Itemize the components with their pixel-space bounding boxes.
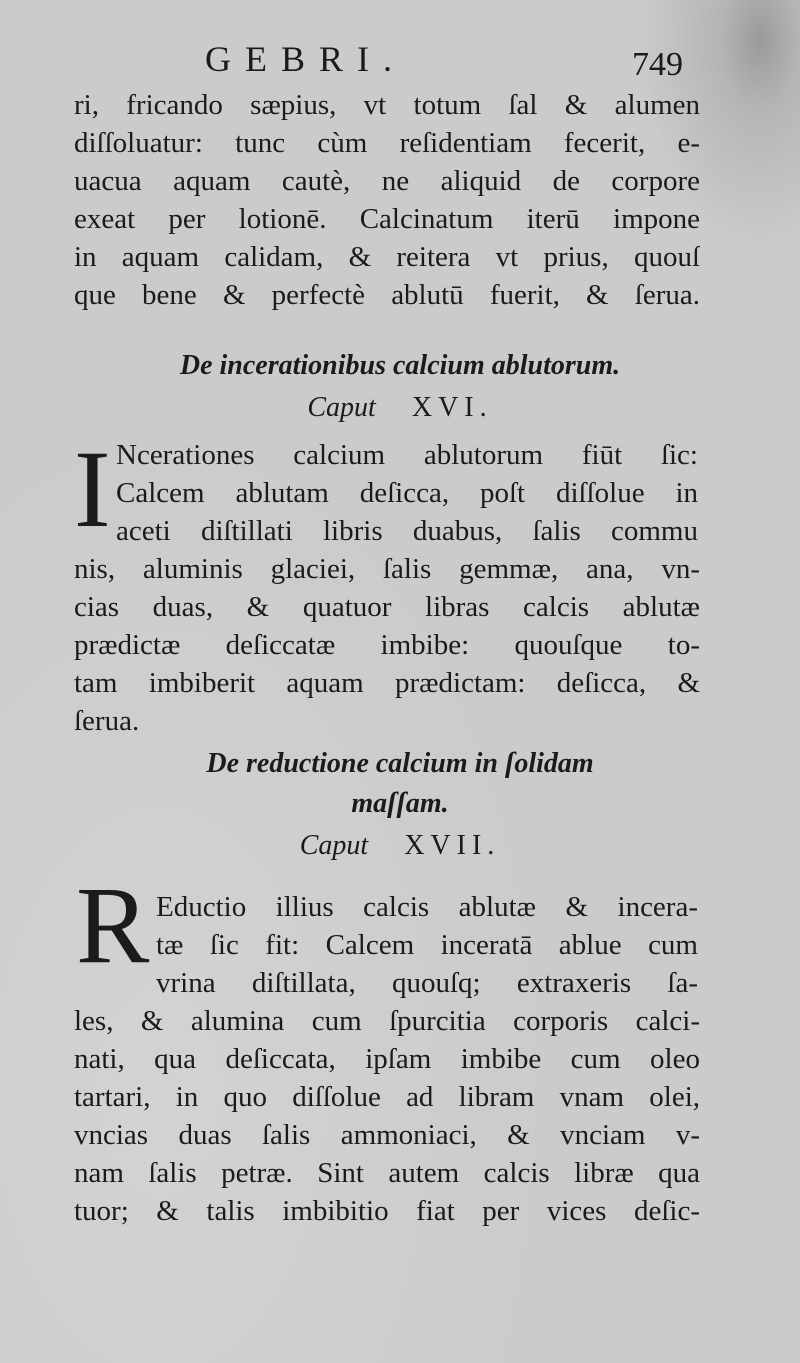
chapter-16-lines — [74, 550, 700, 740]
text-line: aceti diſtillati libris duabus, ſalis commu — [116, 515, 698, 547]
text-line: vncias duas ſalis ammoniaci, & vnciam v- — [74, 1119, 700, 1151]
chapter-17-title-line-2: maſſam. — [351, 788, 449, 819]
chapter-17-title-line-1: De reductione calcium in ſolidam — [206, 748, 594, 779]
paragraph-continuation — [74, 86, 700, 314]
text-line: tam imbiberit aquam prædictam: deſicca, & — [74, 667, 700, 699]
text-line: tuor; & talis imbibitio fiat per vices deſic- — [74, 1195, 700, 1227]
text-line: les, & alumina cum ſpurcitia corporis calci- — [74, 1005, 700, 1037]
caput-word: Caput — [307, 392, 376, 423]
chapter-16-title: De incerationibus calcium ablutorum. — [179, 350, 621, 381]
text-line: in aquam calidam, & reitera vt prius, quouſ — [74, 241, 700, 273]
text-line: prædictæ deſiccatæ imbibe: quouſque to- — [74, 629, 700, 661]
text-line: Ncerationes calcium ablutorum fiūt ſic: — [116, 439, 698, 471]
page-number: 749 — [632, 46, 683, 83]
drop-cap-initial: I — [74, 428, 111, 550]
text-line: nis, aluminis glaciei, ſalis gemmæ, ana, vn- — [74, 553, 700, 585]
text-line: exeat per lotionē. Calcinatum iterū impone — [74, 203, 700, 235]
running-head: GEBRI. — [205, 39, 406, 79]
text-line: Eductio illius calcis ablutæ & incera- — [156, 891, 698, 923]
chapter-17-lines-indented — [156, 888, 698, 1002]
chapter-16-heading — [0, 392, 800, 424]
drop-cap-initial: R — [76, 864, 150, 986]
text-line: vrina diſtillata, quouſq; extraxeris ſa- — [156, 967, 698, 999]
chapter-number: XVII. — [404, 830, 501, 861]
chapter-17-lines — [74, 1002, 700, 1230]
text-line: ſerua. — [74, 705, 140, 737]
text-line: que bene & perfectè ablutū fuerit, & ſerua. — [74, 279, 700, 311]
text-line: ri, fricando sæpius, vt totum ſal & alumen — [74, 89, 700, 121]
chapter-number: XVI. — [411, 392, 493, 423]
text-line: nam ſalis petræ. Sint autem calcis libræ qua — [74, 1157, 700, 1189]
text-line: uacua aquam cautè, ne aliquid de corpore — [74, 165, 700, 197]
text-line: diſſoluatur: tunc cùm reſidentiam fecerit, e- — [74, 127, 700, 159]
chapter-16-lines-indented — [116, 436, 698, 550]
chapter-17-heading — [0, 830, 800, 862]
text-line: nati, qua deſiccata, ipſam imbibe cum oleo — [74, 1043, 700, 1075]
text-line: cias duas, & quatuor libras calcis ablutæ — [74, 591, 700, 623]
text-line: tartari, in quo diſſolue ad libram vnam olei, — [74, 1081, 700, 1113]
caput-word: Caput — [299, 830, 369, 861]
text-line: Calcem ablutam deſicca, poſt diſſolue in — [116, 477, 698, 509]
text-line: tæ ſic fit: Calcem inceratā ablue cum — [156, 929, 698, 961]
